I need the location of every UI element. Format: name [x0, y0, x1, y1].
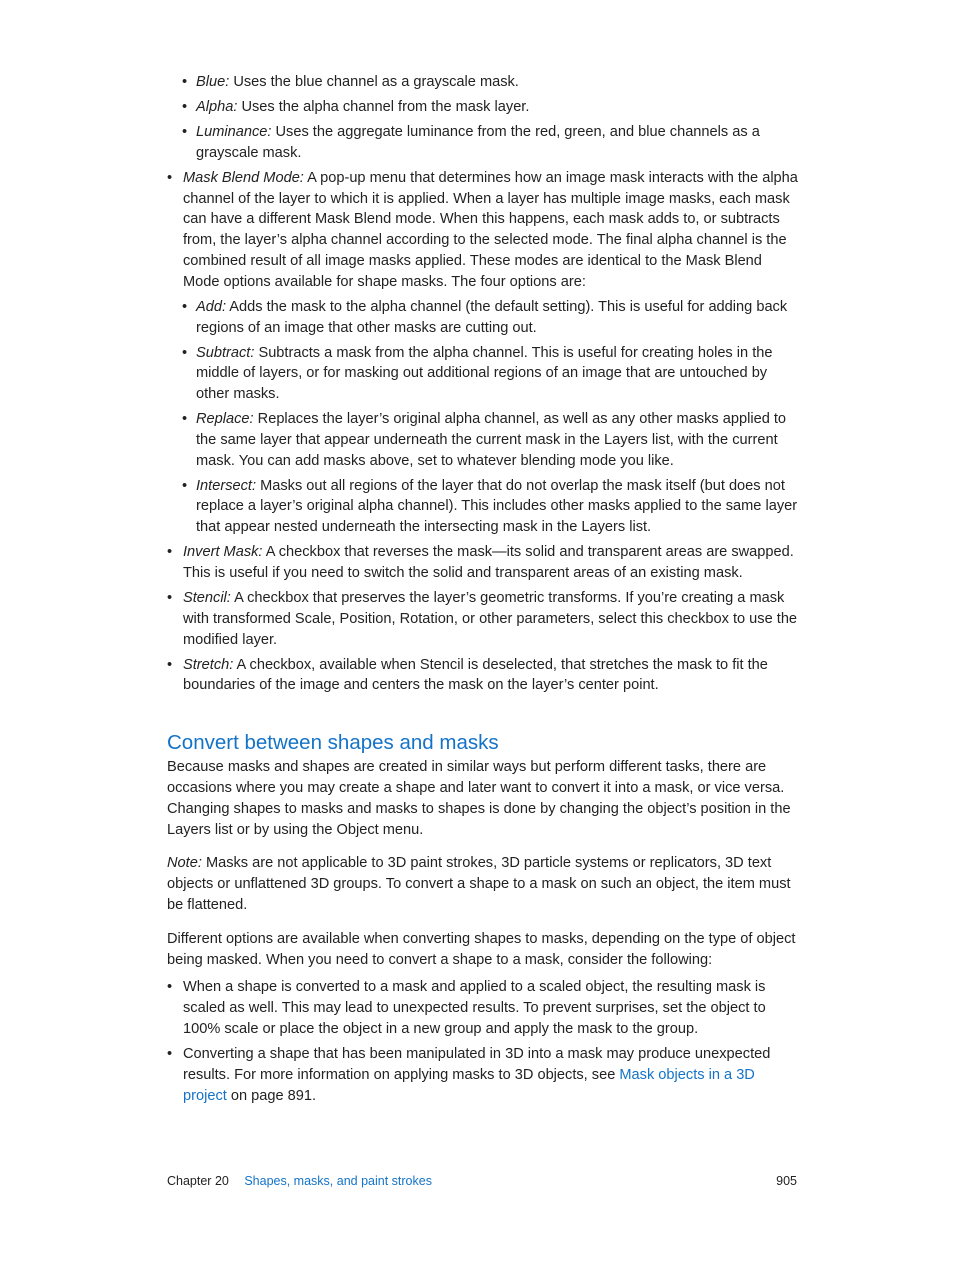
bullet-icon: •: [182, 344, 188, 361]
bullet-icon: •: [182, 298, 188, 315]
list-item-term: Stretch:: [183, 656, 234, 673]
list-item: [167, 542, 799, 584]
list-item-term: Invert Mask:: [183, 544, 263, 561]
bullet-icon: •: [167, 590, 173, 607]
page-number: 905: [776, 1174, 797, 1188]
parameter-list: [167, 72, 799, 696]
bullet-icon: •: [182, 477, 188, 494]
list-item-description: Uses the blue channel as a grayscale mask.: [229, 74, 519, 90]
list-item-term: Stencil:: [183, 590, 231, 607]
bullet-icon: •: [182, 411, 188, 428]
list-item-term: Luminance:: [196, 123, 272, 140]
footer-chapter-link[interactable]: Shapes, masks, and paint strokes: [244, 1174, 432, 1188]
list-item-description: Adds the mask to the alpha channel (the default setting). This is useful for adding back regions of an image that other masks are cutting out.: [196, 298, 788, 336]
list-item-text-before: Converting a shape that has been manipulated in 3D into a mask may produce unexpected results. For more information on applying masks to 3D objects, see: [183, 1045, 771, 1083]
list-item: [167, 409, 799, 471]
list-item: [167, 1044, 799, 1106]
list-item: [167, 588, 799, 650]
bullet-icon: •: [167, 1045, 173, 1062]
bullet-icon: •: [167, 979, 173, 996]
list-item-term: Intersect:: [196, 477, 257, 494]
note-paragraph: [167, 853, 799, 915]
list-item-description: A checkbox that reverses the mask—its solid and transparent areas are swapped. This is useful if you need to switch the solid and transparent areas of an existing mask.: [183, 544, 794, 582]
page-content: [167, 72, 799, 1106]
list-item-description: Uses the alpha channel from the mask layer.: [237, 98, 530, 115]
list-item-term: Blue:: [196, 74, 230, 90]
footer-chapter: Chapter 20: [167, 1174, 229, 1188]
bullet-icon: •: [182, 74, 188, 90]
section-heading: Convert between shapes and masks: [167, 731, 499, 755]
list-item-term: Replace:: [196, 411, 254, 428]
list-item: [167, 476, 799, 538]
list-item: [167, 343, 799, 405]
bullet-icon: •: [167, 169, 173, 186]
list-item: [167, 168, 799, 293]
list-item-description: A checkbox that preserves the layer’s geometric transforms. If you’re creating a mask with transformed Scale, Position, Rotation, or other parameters, select this checkbox to use the modified layer.: [183, 590, 798, 648]
list-item-description: Replaces the layer’s original alpha channel, as well as any other masks applied to the same layer that appear underneath the current mask in the Layers list, with the current mask. You can add masks above, set to whatever blending mode you like.: [196, 411, 787, 469]
list-item-description: A pop-up menu that determines how an image mask interacts with the alpha channel of the layer to which it is applied. When a layer has multiple image masks, each mask can have a different Mask Blend mode. When this happens, each mask adds to, or subtracts from, the layer’s alpha channel according to the selected mode. The final alpha channel is the combined result of all image masks applied. These modes are identical to the Mask Blend Mode options available for shape masks. The four options are:: [183, 169, 798, 290]
list-item-description: Masks out all regions of the layer that do not overlap the mask itself (but does not replace a layer’s original alpha channel). This includes other masks applied to the same layer that appear nested underneath the intersecting mask in the Layers list.: [196, 477, 798, 536]
list-item: [167, 977, 799, 1039]
bullet-icon: •: [182, 123, 188, 140]
list-item-description: Subtracts a mask from the alpha channel. This is useful for creating holes in the middle of layers, or for masking out additional regions of an image that are untouched by other masks.: [196, 344, 773, 403]
list-item: [167, 297, 799, 339]
list-item-term: Add:: [196, 298, 227, 315]
bullet-icon: •: [167, 544, 173, 561]
list-item-term: Mask Blend Mode:: [183, 169, 304, 186]
list-item: [167, 97, 799, 118]
list-item-term: Alpha:: [196, 98, 238, 115]
list-item-text-after: on page 891.: [226, 1087, 317, 1104]
intro-paragraph: Because masks and shapes are created in similar ways but perform different tasks, there are occasions where you may create a shape and later want to convert it into a mask, or vice versa. Changing shapes to masks and masks to shapes is done by changing the object’s position in the Layers list or by using the Object menu.: [167, 759, 791, 838]
list-item-text: When a shape is converted to a mask and applied to a scaled object, the resulting mask is scaled as well. This may lead to unexpected results. To prevent surprises, set the object to 100% scale or place the object in a new group and apply the mask to the group.: [183, 979, 766, 1037]
list-item-description: A checkbox, available when Stencil is deselected, that stretches the mask to fit the boundaries of the image and centers the mask on the layer’s center point.: [183, 656, 768, 694]
bullet-icon: •: [167, 656, 173, 673]
list-item: [167, 655, 799, 697]
note-text: Masks are not applicable to 3D paint strokes, 3D particle systems or replicators, 3D text objects or unflattened 3D groups. To convert a shape to a mask on such an object, the item must be flattened.: [167, 855, 791, 913]
list-item-description: Uses the aggregate luminance from the red, green, and blue channels as a grayscale mask.: [196, 123, 760, 161]
page-footer: [167, 1173, 799, 1189]
bullet-icon: •: [182, 98, 188, 115]
mask-objects-3d-link[interactable]: Mask objects in a 3D project: [183, 1066, 755, 1104]
note-label: Note:: [167, 855, 202, 872]
options-paragraph: Different options are available when converting shapes to masks, depending on the type of object being masked. When you need to convert a shape to a mask, consider the following:: [167, 930, 796, 968]
list-item: [167, 122, 799, 164]
list-item-term: Subtract:: [196, 344, 255, 361]
list-item: [167, 72, 799, 93]
